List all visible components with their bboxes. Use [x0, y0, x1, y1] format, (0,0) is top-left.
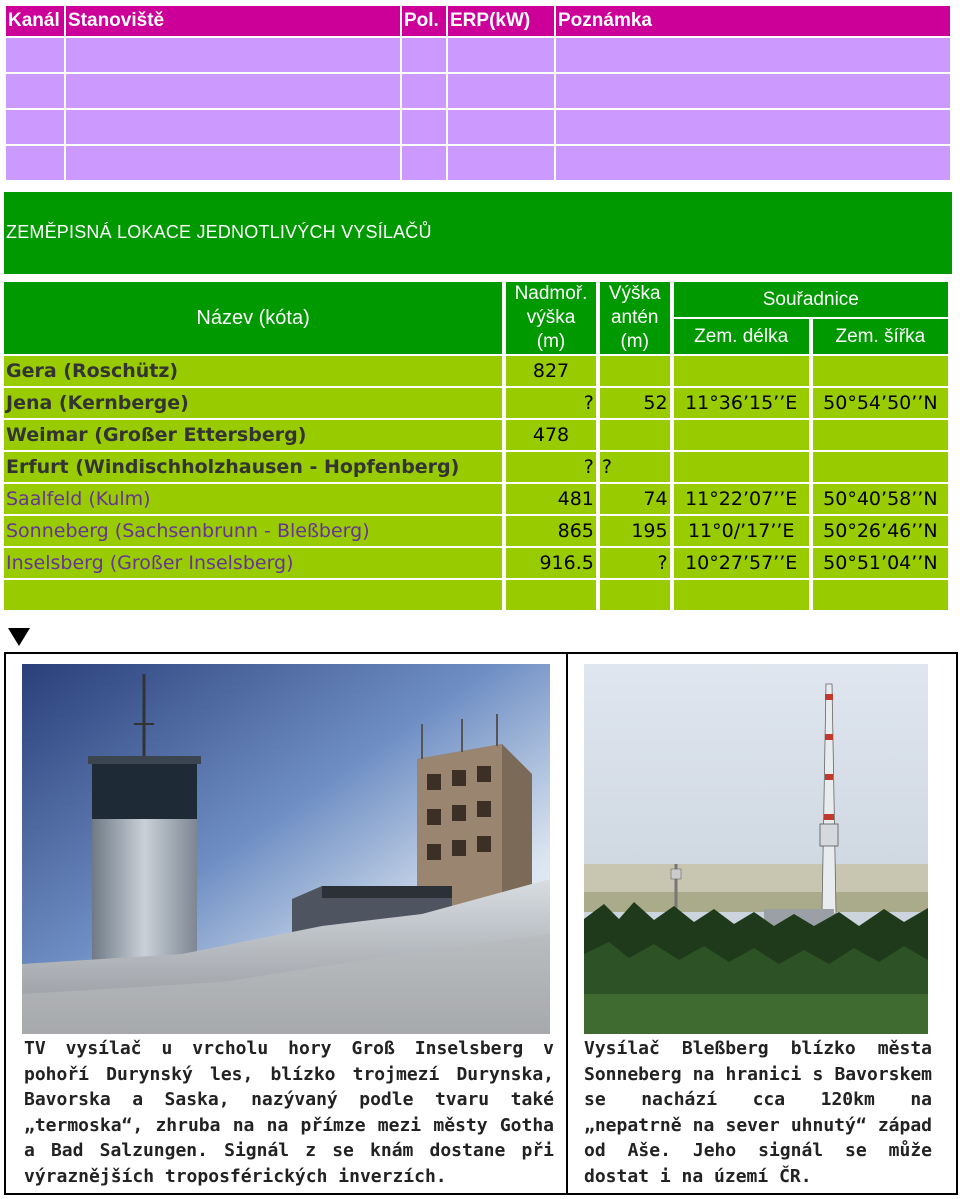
header-kanal: Kanál — [6, 6, 64, 36]
tx-name: Erfurt (Windischholzhausen - Hopfenberg) — [4, 452, 502, 482]
tx-altitude: 478 — [506, 420, 596, 450]
header-pol: Pol. — [402, 6, 446, 36]
header-erp: ERP(kW) — [448, 6, 554, 36]
tx-antenna: 195 — [600, 516, 670, 546]
tx-lat: 50°40’58’’N — [813, 484, 948, 514]
channel-row — [6, 38, 950, 72]
transmitter-table — [0, 280, 952, 612]
inselsberg-photo — [22, 664, 550, 1034]
channel-table — [4, 4, 952, 182]
tx-lon — [674, 356, 809, 386]
tx-antenna: ? — [600, 548, 670, 578]
table-row — [4, 388, 948, 418]
table-row — [4, 548, 948, 578]
tx-lon: 11°22’07’’E — [674, 484, 809, 514]
tx-antenna: 52 — [600, 388, 670, 418]
photo-panel-blessberg — [566, 652, 958, 1195]
col-antenna-label: Výška antén (m) — [608, 283, 661, 352]
tx-lat — [813, 356, 948, 386]
table-row — [4, 420, 948, 450]
tx-antenna: ? — [600, 452, 670, 482]
col-altitude-label: Nadmoř. výška (m) — [514, 283, 588, 352]
col-altitude-header — [506, 282, 596, 354]
tx-lon: 11°36’15’’E — [674, 388, 809, 418]
tx-altitude: 916.5 — [506, 548, 596, 578]
tx-lat — [813, 452, 948, 482]
section-heading-bar — [4, 192, 952, 274]
col-antenna-header — [600, 282, 670, 354]
tx-antenna — [600, 420, 670, 450]
tx-lon: 11°0/’17’’E — [674, 516, 809, 546]
table-row — [4, 356, 948, 386]
tx-altitude: ? — [506, 388, 596, 418]
tx-name: Sonneberg (Sachsenbrunn - Bleßberg) — [4, 516, 502, 546]
tx-altitude: 827 — [506, 356, 596, 386]
tx-lon — [674, 452, 809, 482]
channel-row — [6, 110, 950, 144]
channel-row — [6, 74, 950, 108]
col-lat-header: Zem. šířka — [813, 319, 948, 354]
channel-row — [6, 146, 950, 180]
table-row-empty — [4, 580, 948, 610]
tx-name: Gera (Roschütz) — [4, 356, 502, 386]
header-stanoviste: Stanoviště — [66, 6, 400, 36]
tx-lat — [813, 420, 948, 450]
inselsberg-illustration — [22, 664, 550, 1034]
tx-table-head-row1 — [4, 282, 948, 317]
section-heading: ZEMĚPISNÁ LOKACE JEDNOTLIVÝCH VYSÍLAČŮ — [6, 222, 432, 242]
tx-name: Saalfeld (Kulm) — [4, 484, 502, 514]
tx-altitude: 865 — [506, 516, 596, 546]
tx-lon — [674, 420, 809, 450]
channel-table-header — [6, 6, 950, 36]
inselsberg-caption: TV vysílač u vrcholu hory Groß Inselsberg v pohoří Durynský les, blízko trojmezí Durynska, Bavorska a Saska, nazývaný podle tvaru také „termoska“, zhruba na na přímze mezi městy Gotha a Bad Salzungen. Signál z se knám dostane při výraznějších troposférických inverzích. — [24, 1038, 554, 1187]
tx-lon: 10°27’57’’E — [674, 548, 809, 578]
blessberg-illustration — [584, 664, 928, 1034]
tx-name: Jena (Kernberge) — [4, 388, 502, 418]
table-row — [4, 516, 948, 546]
photo-panel-inselsberg — [4, 652, 568, 1195]
tx-lat: 50°26’46’’N — [813, 516, 948, 546]
col-name-header: Název (kóta) — [4, 282, 502, 354]
table-row — [4, 452, 948, 482]
blessberg-photo — [584, 664, 928, 1034]
header-poznamka: Poznámka — [556, 6, 950, 36]
tx-lat: 50°51’04’’N — [813, 548, 948, 578]
tx-altitude: ? — [506, 452, 596, 482]
tx-name: Weimar (Großer Ettersberg) — [4, 420, 502, 450]
tx-antenna: 74 — [600, 484, 670, 514]
blessberg-caption: Vysílač Bleßberg blízko města Sonneberg na hranici s Bavorskem se nachází cca 120km na „nepatrně na sever uhnutý“ západ od Aše. Jeho signál se může dostat i na území ČR. — [584, 1038, 932, 1187]
down-arrow-icon — [8, 628, 30, 646]
tx-altitude: 481 — [506, 484, 596, 514]
tx-lat: 50°54’50’’N — [813, 388, 948, 418]
table-row — [4, 484, 948, 514]
tx-antenna — [600, 356, 670, 386]
col-lon-header: Zem. délka — [674, 319, 809, 354]
col-coords-header: Souřadnice — [674, 282, 948, 317]
tx-name: Inselsberg (Großer Inselsberg) — [4, 548, 502, 578]
